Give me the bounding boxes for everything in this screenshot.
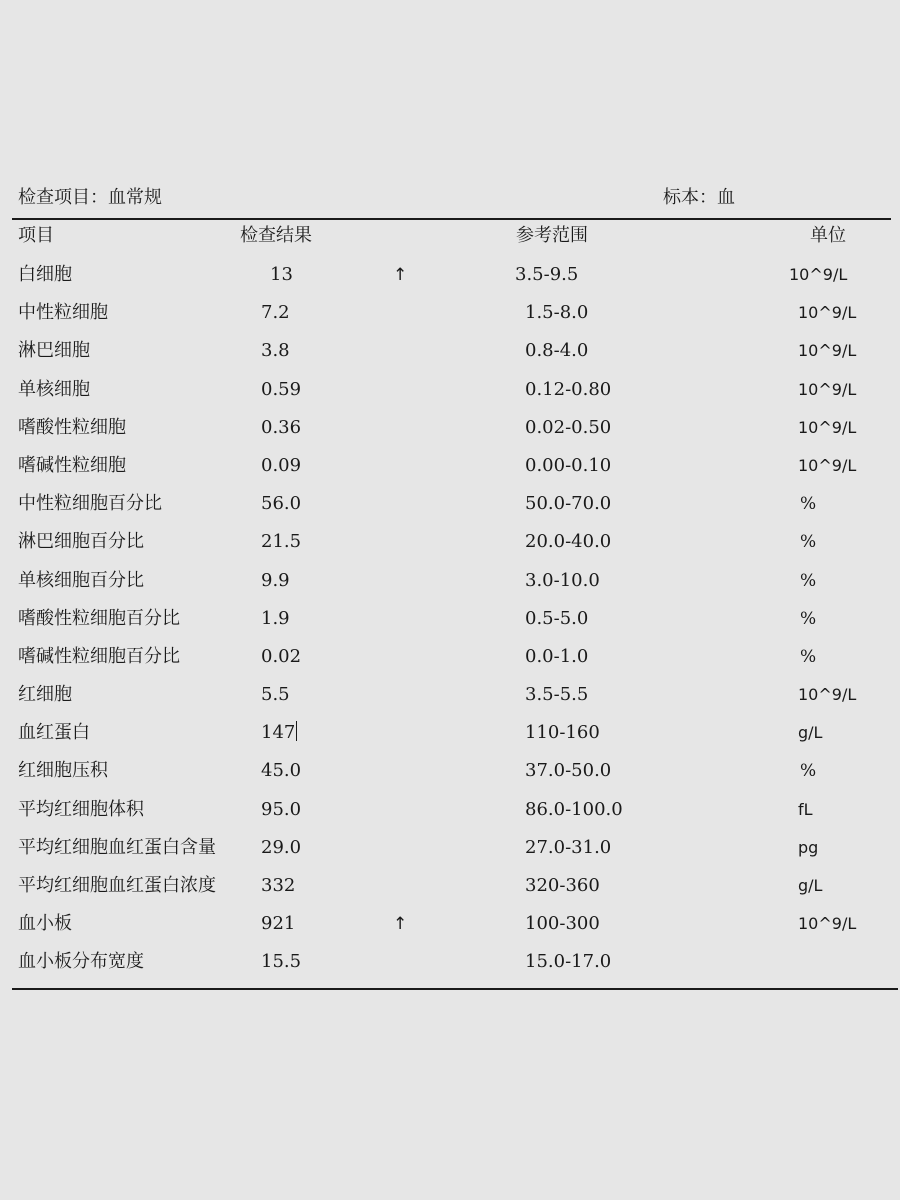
table-row — [0, 719, 900, 757]
row-item-name: 嗜碱性粒细胞百分比 — [18, 645, 180, 667]
row-reference-range: 50.0-70.0 — [525, 493, 612, 515]
row-unit: % — [800, 761, 817, 782]
bottom-rule — [12, 988, 898, 990]
row-result-value: 29.0 — [261, 836, 302, 858]
table-row — [0, 528, 900, 566]
row-item-name: 中性粒细胞 — [18, 302, 108, 324]
row-item-name: 淋巴细胞 — [18, 340, 90, 362]
row-reference-range: 3.0-10.0 — [525, 569, 600, 591]
row-unit: % — [800, 532, 817, 553]
table-row — [0, 643, 900, 681]
row-item-name: 血小板 — [18, 913, 72, 935]
row-reference-range: 27.0-31.0 — [525, 836, 612, 858]
row-result-value: 921 — [261, 913, 296, 935]
row-item-name: 平均红细胞体积 — [18, 798, 144, 820]
column-header-name: 项目 — [18, 225, 54, 246]
row-unit: % — [800, 570, 817, 591]
row-item-name: 单核细胞 — [18, 378, 90, 400]
row-reference-range: 37.0-50.0 — [525, 760, 612, 782]
row-result-value: 56.0 — [261, 493, 302, 515]
row-reference-range: 3.5-5.5 — [525, 684, 589, 706]
row-item-name: 血小板分布宽度 — [18, 951, 144, 973]
row-unit: 10^9/L — [798, 379, 857, 399]
row-unit: pg — [798, 837, 819, 857]
table-row — [0, 376, 900, 414]
row-result-value: 15.5 — [261, 951, 302, 973]
column-header-range: 参考范围 — [516, 225, 588, 246]
row-item-name: 单核细胞百分比 — [18, 569, 144, 591]
row-result-value-editing: 147 — [261, 722, 296, 744]
row-reference-range: 0.12-0.80 — [525, 378, 612, 400]
table-row — [0, 757, 900, 795]
row-item-name: 红细胞压积 — [18, 760, 108, 782]
row-unit: % — [800, 646, 817, 667]
row-reference-range: 3.5-9.5 — [515, 264, 579, 285]
table-row — [0, 872, 900, 910]
row-result-value: 0.02 — [261, 645, 302, 667]
row-unit: % — [800, 494, 817, 515]
table-row — [0, 567, 900, 605]
row-reference-range: 1.5-8.0 — [525, 302, 589, 324]
row-item-name: 白细胞 — [18, 264, 72, 285]
row-reference-range: 320-360 — [525, 875, 600, 896]
row-item-name: 中性粒细胞百分比 — [18, 493, 162, 515]
row-reference-range: 0.8-4.0 — [525, 340, 589, 362]
row-unit: 10^9/L — [798, 455, 857, 475]
row-unit: fL — [798, 799, 813, 819]
table-row — [0, 261, 900, 299]
row-item-name: 嗜酸性粒细胞百分比 — [18, 607, 180, 629]
row-result-value: 1.9 — [261, 607, 290, 629]
row-result-value: 0.59 — [261, 378, 302, 400]
table-row — [0, 834, 900, 872]
table-row — [0, 910, 900, 948]
table-row — [0, 299, 900, 337]
row-item-name: 平均红细胞血红蛋白浓度 — [18, 875, 216, 896]
column-header-unit: 单位 — [810, 225, 846, 246]
specimen-label: 标本：血 — [663, 187, 735, 208]
table-row — [0, 681, 900, 719]
row-item-name: 血红蛋白 — [18, 722, 90, 744]
row-result-value: 332 — [261, 875, 296, 896]
row-reference-range: 15.0-17.0 — [525, 951, 612, 973]
table-row — [0, 490, 900, 528]
row-unit: 10^9/L — [798, 914, 857, 934]
results-table — [0, 261, 900, 987]
row-result-value: 21.5 — [261, 531, 302, 553]
row-result-value: 0.36 — [261, 416, 302, 438]
row-unit: 10^9/L — [798, 303, 857, 323]
row-reference-range: 100-300 — [525, 913, 600, 935]
row-result-value: 0.09 — [261, 454, 302, 476]
table-row — [0, 452, 900, 490]
row-item-name: 红细胞 — [18, 684, 72, 706]
row-item-name: 平均红细胞血红蛋白含量 — [18, 836, 216, 858]
row-reference-range: 110-160 — [525, 722, 600, 744]
row-unit: 10^9/L — [798, 341, 857, 361]
row-result-value: 95.0 — [261, 798, 302, 820]
table-row — [0, 796, 900, 834]
row-unit: 10^9/L — [789, 265, 848, 284]
row-item-name: 淋巴细胞百分比 — [18, 531, 144, 553]
text-cursor — [296, 721, 297, 741]
row-result-value: 9.9 — [261, 569, 290, 591]
test-item-label: 检查项目：血常规 — [18, 187, 162, 208]
row-item-name: 嗜酸性粒细胞 — [18, 416, 126, 438]
row-result-value: 13 — [270, 264, 293, 285]
row-reference-range: 0.0-1.0 — [525, 645, 589, 667]
row-unit: 10^9/L — [798, 417, 857, 437]
row-reference-range: 0.00-0.10 — [525, 454, 612, 476]
row-unit: g/L — [798, 723, 823, 743]
row-result-value: 5.5 — [261, 684, 290, 706]
table-row — [0, 414, 900, 452]
row-reference-range: 86.0-100.0 — [525, 798, 623, 820]
top-rule — [12, 218, 891, 220]
row-result-value: 7.2 — [261, 302, 290, 324]
up-arrow-icon: ↑ — [393, 914, 408, 935]
row-item-name: 嗜碱性粒细胞 — [18, 454, 126, 476]
row-reference-range: 20.0-40.0 — [525, 531, 612, 553]
row-result-value: 3.8 — [261, 340, 290, 362]
row-result-value: 45.0 — [261, 760, 302, 782]
row-reference-range: 0.02-0.50 — [525, 416, 612, 438]
row-unit: 10^9/L — [798, 685, 857, 705]
column-header-result: 检查结果 — [240, 225, 312, 246]
row-unit: % — [800, 608, 817, 629]
row-unit: g/L — [798, 876, 823, 895]
table-row — [0, 948, 900, 986]
table-row — [0, 605, 900, 643]
up-arrow-icon: ↑ — [393, 265, 408, 285]
row-reference-range: 0.5-5.0 — [525, 607, 589, 629]
table-row — [0, 337, 900, 375]
